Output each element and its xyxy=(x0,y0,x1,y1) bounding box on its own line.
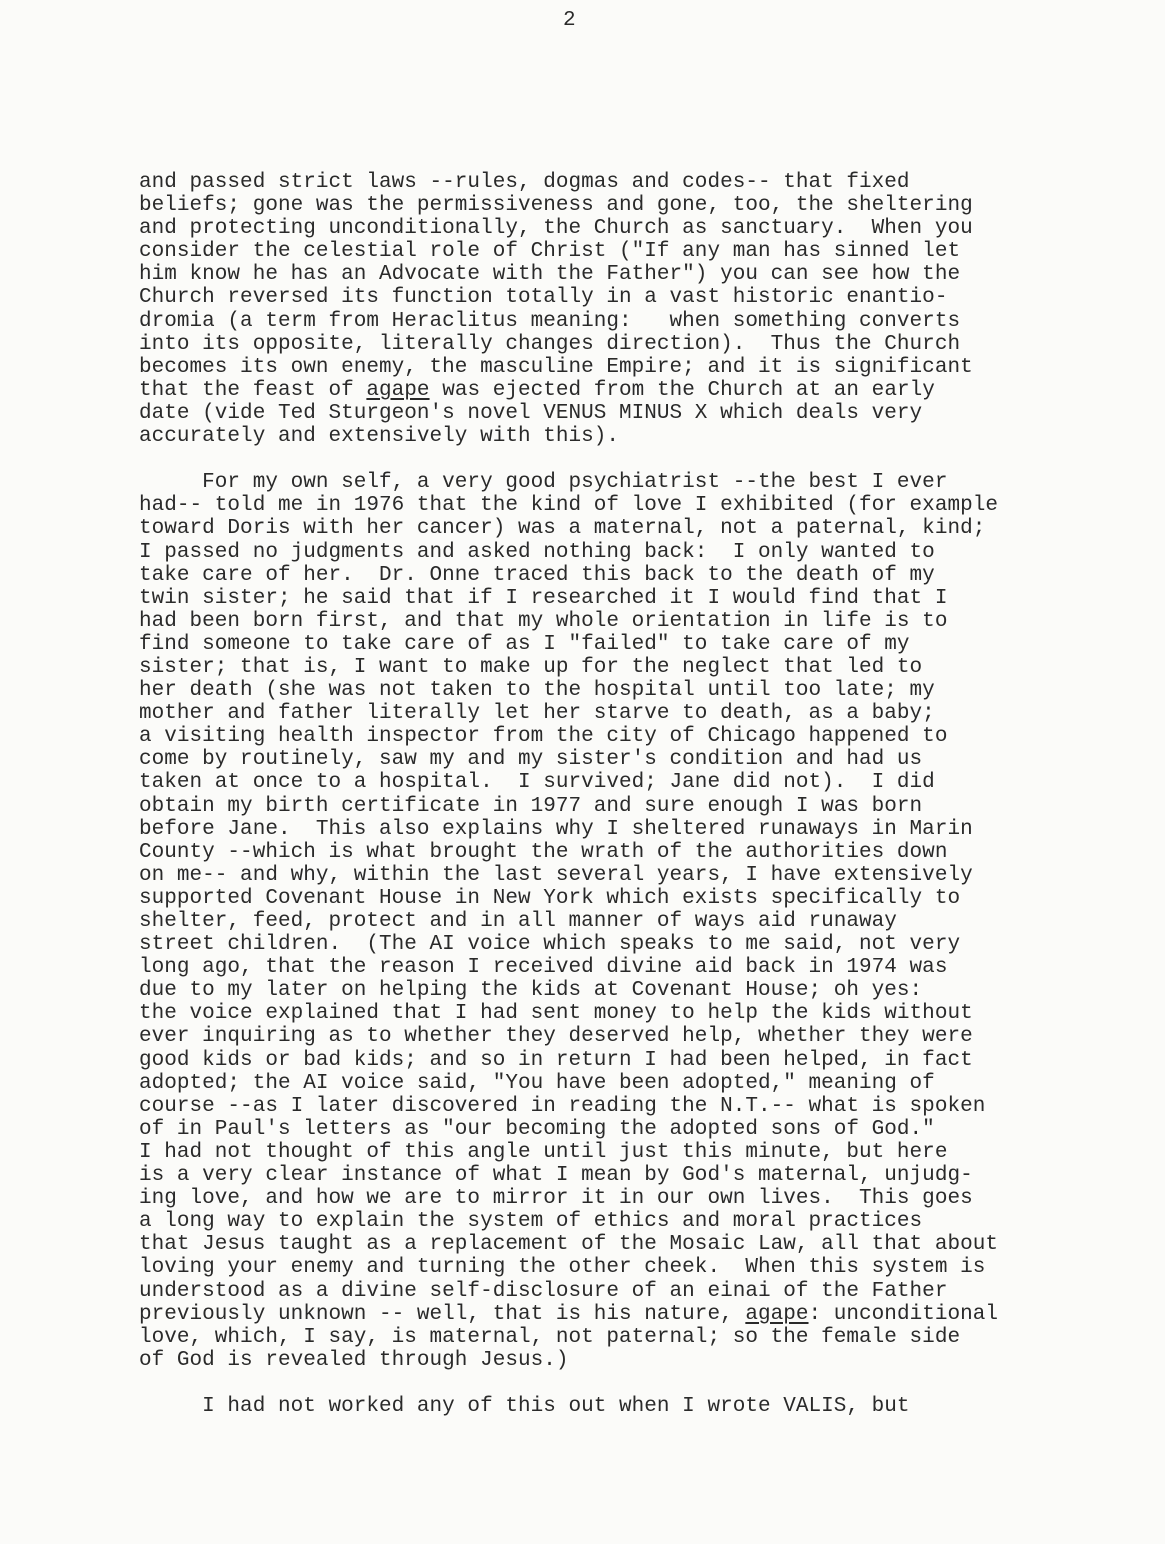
text-line: into its opposite, literally changes direction). Thus the Church xyxy=(139,332,961,356)
text-line: beliefs; gone was the permissiveness and gone, too, the sheltering xyxy=(139,194,973,218)
text-line: I passed no judgments and asked nothing back: I only wanted to xyxy=(139,540,935,564)
text-line: mother and father literally let her starve to death, as a baby; xyxy=(139,702,935,726)
text-line: For my own self, a very good psychiatrist --the best I ever xyxy=(139,471,948,495)
text-line: supported Covenant House in New York which exists specifically to xyxy=(139,886,961,910)
text-line: loving your enemy and turning the other cheek. When this system is xyxy=(139,1256,986,1280)
paragraph-gap xyxy=(139,1372,998,1395)
text-line: I had not thought of this angle until just this minute, but here xyxy=(139,1140,948,1164)
paragraph-gap xyxy=(139,448,998,471)
text-line: love, which, I say, is maternal, not paternal; so the female side xyxy=(139,1325,961,1349)
text-line: due to my later on helping the kids at Covenant House; oh yes: xyxy=(139,979,923,1003)
text-line: and protecting unconditionally, the Church as sanctuary. When you xyxy=(139,217,973,241)
text-line: taken at once to a hospital. I survived; Jane did not). I did xyxy=(139,771,935,795)
text-line: I had not worked any of this out when I wrote VALIS, but xyxy=(139,1394,910,1418)
text-line: that the feast of agape was ejected from the Church at an early xyxy=(139,378,935,402)
text-line: date (vide Ted Sturgeon's novel VENUS MINUS X which deals very xyxy=(139,401,923,425)
text-line: take care of her. Dr. Onne traced this back to the death of my xyxy=(139,563,935,587)
text-line: had-- told me in 1976 that the kind of love I exhibited (for example xyxy=(139,494,998,518)
document-body xyxy=(139,171,998,1418)
text-line: shelter, feed, protect and in all manner of ways aid runaway xyxy=(139,910,897,933)
text-line: find someone to take care of as I "failed" to take care of my xyxy=(139,632,910,656)
text-line: becomes its own enemy, the masculine Empire; and it is significant xyxy=(139,355,973,379)
text-line: Church reversed its function totally in a vast historic enantio- xyxy=(139,286,948,310)
text-line: of God is revealed through Jesus.) xyxy=(139,1348,569,1372)
text-line: course --as I later discovered in reading the N.T.-- what is spoken xyxy=(139,1094,986,1118)
text-line: had been born first, and that my whole orientation in life is to xyxy=(139,609,948,633)
text-line: before Jane. This also explains why I sheltered runaways in Marin xyxy=(139,817,973,841)
text-line: adopted; the AI voice said, "You have been adopted," meaning of xyxy=(139,1071,935,1095)
page-number: 2 xyxy=(563,9,576,32)
text-line: that Jesus taught as a replacement of the Mosaic Law, all that about xyxy=(139,1233,998,1257)
text-line: previously unknown -- well, that is his nature, agape: unconditional xyxy=(139,1302,998,1326)
text-line: and passed strict laws --rules, dogmas and codes-- that fixed xyxy=(139,171,910,194)
text-line: a visiting health inspector from the city of Chicago happened to xyxy=(139,725,948,749)
text-line: good kids or bad kids; and so in return I had been helped, in fact xyxy=(139,1048,973,1072)
text-line: sister; that is, I want to make up for the neglect that led to xyxy=(139,655,923,679)
text-line: accurately and extensively with this). xyxy=(139,425,620,449)
text-line: him know he has an Advocate with the Father") you can see how the xyxy=(139,263,961,287)
text-line: ever inquiring as to whether they deserved help, whether they were xyxy=(139,1025,973,1049)
text-line: County --which is what brought the wrath of the authorities down xyxy=(139,840,948,864)
text-line: obtain my birth certificate in 1977 and sure enough I was born xyxy=(139,794,923,818)
text-line: dromia (a term from Heraclitus meaning: when something converts xyxy=(139,309,961,333)
text-line: twin sister; he said that if I researched it I would find that I xyxy=(139,586,948,610)
text-line: street children. (The AI voice which speaks to me said, not very xyxy=(139,933,961,957)
text-line: is a very clear instance of what I mean by God's maternal, unjudg- xyxy=(139,1164,973,1188)
text-line: on me-- and why, within the last several years, I have extensively xyxy=(139,863,973,887)
text-line: toward Doris with her cancer) was a maternal, not a paternal, kind; xyxy=(139,517,986,541)
text-line: come by routinely, saw my and my sister's condition and had us xyxy=(139,748,923,772)
text-line: long ago, that the reason I received divine aid back in 1974 was xyxy=(139,956,948,980)
text-line: a long way to explain the system of ethics and moral practices xyxy=(139,1210,923,1234)
text-line: consider the celestial role of Christ ("If any man has sinned let xyxy=(139,240,961,264)
text-line: of in Paul's letters as "our becoming the adopted sons of God." xyxy=(139,1117,935,1141)
text-line: her death (she was not taken to the hospital until too late; my xyxy=(139,679,935,703)
text-line: understood as a divine self-disclosure of an einai of the Father xyxy=(139,1279,948,1303)
text-line: ing love, and how we are to mirror it in our own lives. This goes xyxy=(139,1187,973,1211)
text-line: the voice explained that I had sent money to help the kids without xyxy=(139,1002,973,1026)
